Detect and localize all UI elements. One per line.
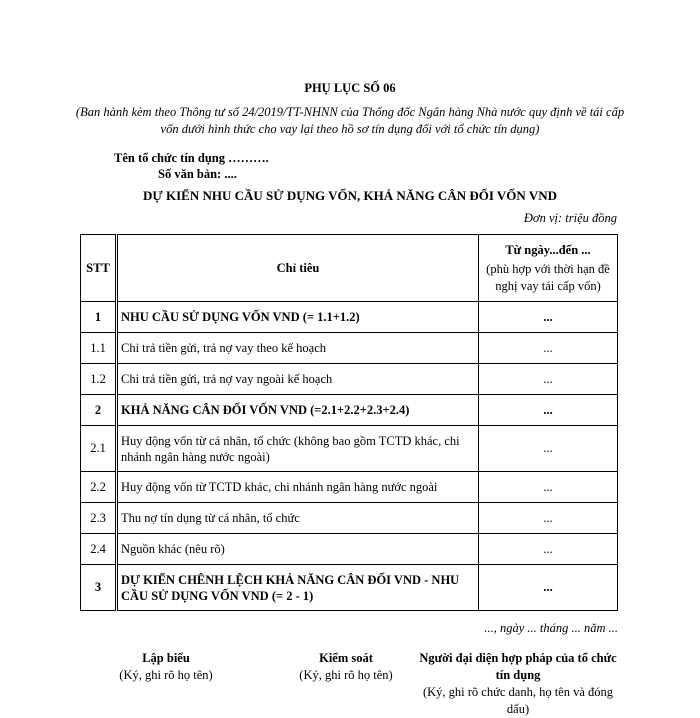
legal-basis-subtitle: (Ban hành kèm theo Thông tư số 24/2019/TT-NHNN của Thống đốc Ngân hàng Nhà nước quy định về tái cấp vốn dưới hình thức cho vay lại theo hồ sơ tín dụng đối với tổ chức tín dụng) <box>75 105 625 136</box>
table-row <box>81 426 618 472</box>
row-number-cell: 1 <box>81 302 117 333</box>
value-cell: ... <box>479 333 618 364</box>
value-cell: ... <box>479 302 618 333</box>
signature-block-legal-representative <box>418 650 618 718</box>
indicator-cell: Chi trả tiền gửi, trả nợ vay ngoài kế hoạch <box>117 364 479 395</box>
signature-hint: (Ký, ghi rõ chức danh, họ tên và đóng dấu) <box>422 685 614 716</box>
table-row <box>81 364 618 395</box>
signature-role: Người đại diện hợp pháp của tổ chức tín dụng <box>419 651 617 682</box>
table-row <box>81 534 618 565</box>
table-header-row <box>81 235 618 302</box>
value-cell: ... <box>479 364 618 395</box>
row-number-cell: 2.1 <box>81 426 117 472</box>
row-number-cell: 3 <box>81 565 117 611</box>
indicator-cell: KHẢ NĂNG CÂN ĐỐI VỐN VND (=2.1+2.2+2.3+2.4) <box>117 395 479 426</box>
row-number-cell: 1.2 <box>81 364 117 395</box>
table-row <box>81 565 618 611</box>
signature-hint: (Ký, ghi rõ họ tên) <box>119 668 213 682</box>
credit-institution-name-line: Tên tổ chức tín dụng ………. <box>114 151 269 165</box>
value-cell: ... <box>479 426 618 472</box>
row-number-cell: 2.3 <box>81 503 117 534</box>
table-row <box>81 503 618 534</box>
value-cell: ... <box>479 503 618 534</box>
indicator-cell: Nguồn khác (nêu rõ) <box>117 534 479 565</box>
row-number-cell: 2.2 <box>81 472 117 503</box>
capital-plan-table <box>80 234 618 611</box>
period-note: (phù hợp với thời hạn đề nghị vay tái cấp vốn) <box>486 261 610 293</box>
form-heading: DỰ KIẾN NHU CẦU SỬ DỤNG VỐN, KHẢ NĂNG CÂN ĐỐI VỐN VND <box>143 188 557 203</box>
column-header-stt: STT <box>81 235 117 302</box>
signature-block-preparer <box>96 650 236 684</box>
table-row <box>81 395 618 426</box>
table-row <box>81 302 618 333</box>
page-title: PHỤ LỤC SỐ 06 <box>304 81 396 95</box>
value-cell: ... <box>479 395 618 426</box>
column-header-period <box>479 235 618 302</box>
row-number-cell: 2 <box>81 395 117 426</box>
unit-label: Đơn vị: triệu đồng <box>523 211 617 225</box>
value-cell: ... <box>479 472 618 503</box>
signature-hint: (Ký, ghi rõ họ tên) <box>299 668 393 682</box>
signature-block-controller <box>276 650 416 684</box>
column-header-indicator: Chỉ tiêu <box>117 235 479 302</box>
table-row <box>81 333 618 364</box>
value-cell: ... <box>479 565 618 611</box>
indicator-cell: Chi trả tiền gửi, trả nợ vay theo kế hoạch <box>117 333 479 364</box>
row-number-cell: 1.1 <box>81 333 117 364</box>
row-number-cell: 2.4 <box>81 534 117 565</box>
table-row <box>81 472 618 503</box>
indicator-cell: DỰ KIẾN CHÊNH LỆCH KHẢ NĂNG CÂN ĐỐI VND - NHU CẦU SỬ DỤNG VỐN VND (= 2 - 1) <box>117 565 479 611</box>
signature-role: Kiểm soát <box>319 651 373 665</box>
indicator-cell: NHU CẦU SỬ DỤNG VỐN VND (= 1.1+1.2) <box>117 302 479 333</box>
indicator-cell: Huy động vốn từ cá nhân, tổ chức (không bao gồm TCTD khác, chi nhánh ngân hàng nước ngoài) <box>117 426 479 472</box>
document-number-line: Số văn bản: .... <box>158 167 237 181</box>
indicator-cell: Huy động vốn từ TCTD khác, chi nhánh ngân hàng nước ngoài <box>117 472 479 503</box>
value-cell: ... <box>479 534 618 565</box>
period-label: Từ ngày...đến ... <box>505 242 591 257</box>
indicator-cell: Thu nợ tín dụng từ cá nhân, tổ chức <box>117 503 479 534</box>
date-line: ..., ngày ... tháng ... năm ... <box>484 621 618 635</box>
signature-role: Lập biểu <box>142 651 190 665</box>
